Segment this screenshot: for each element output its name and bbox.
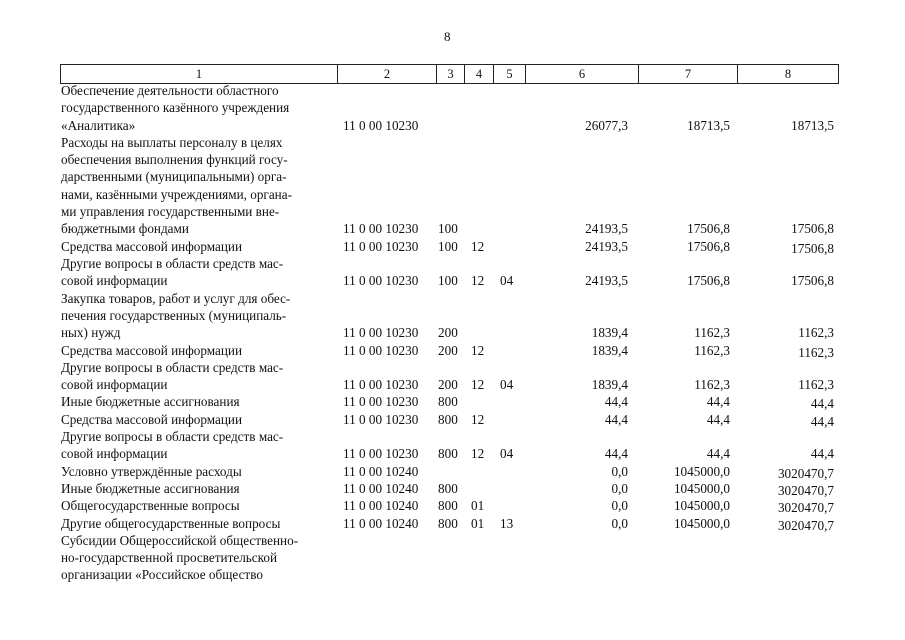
row-col-5: 04 [500,446,514,462]
row-col-3: 800 [438,394,458,410]
row-col-3: 200 [438,377,458,393]
row-description [61,463,331,480]
row-value-col-6: 44,4 [604,394,628,410]
row-description [61,342,331,359]
row-col-5: 13 [500,515,514,531]
row-value-col-7: 1045000,0 [673,498,730,514]
row-description [61,238,331,255]
header-col-2: 2 [338,65,437,83]
row-description [61,497,331,514]
row-col-4: 12 [471,446,485,462]
row-description-line: Другие общегосударственные вопросы [61,515,281,531]
row-description-line: Закупка товаров, работ и услуг для обес- [61,290,291,306]
row-description-line: Расходы на выплаты персоналу в целях [61,134,283,150]
page-number: 8 [444,29,451,44]
row-value-col-8: 3020470,7 [777,517,834,533]
row-value-col-8: 44,4 [810,396,834,412]
row-code: 11 0 00 10240 [343,480,419,496]
row-description-line: Другие вопросы в области средств мас- [61,359,284,375]
row-value-col-7: 1045000,0 [673,480,730,496]
row-value-col-8: 3020470,7 [777,482,834,498]
row-description-line: Средства массовой информации [61,342,243,358]
row-value-col-8: 44,4 [810,413,834,429]
header-col-3: 3 [437,65,465,83]
row-col-3: 200 [438,342,458,358]
row-value-col-6: 0,0 [611,480,628,496]
row-col-4: 12 [471,273,485,289]
row-code: 11 0 00 10230 [343,394,419,410]
row-description [61,480,331,497]
row-value-col-8: 3020470,7 [777,500,834,516]
row-col-3: 100 [438,221,458,237]
row-value-col-8: 17506,8 [791,240,834,256]
row-description-line: «Аналитика» [61,117,136,133]
row-description [61,255,331,290]
header-col-6: 6 [526,65,639,83]
row-col-4: 12 [471,238,485,254]
row-description-line: обеспечения выполнения функций госу- [61,152,288,168]
row-description-line: Средства массовой информации [61,238,243,254]
row-description-line: Другие вопросы в области средств мас- [61,429,284,444]
row-col-4: 12 [471,342,485,358]
row-value-col-8: 1162,3 [798,344,834,360]
header-col-8: 8 [738,65,839,83]
row-col-4: 01 [471,498,485,514]
row-description-line: совой информации [61,446,168,462]
row-col-3: 100 [438,273,458,289]
row-value-col-8: 1162,3 [798,325,834,341]
row-description-line: совой информации [61,377,168,393]
row-value-col-6: 0,0 [611,463,628,479]
row-value-col-6: 26077,3 [585,117,628,133]
row-value-col-6: 24193,5 [585,273,628,289]
row-description-line: дарственными (муниципальными) орга- [61,169,287,185]
row-value-col-7: 44,4 [706,394,730,410]
header-col-4: 4 [465,65,494,83]
row-value-col-7: 17506,8 [687,238,730,254]
row-description [61,411,331,428]
row-value-col-7: 1162,3 [694,377,730,393]
row-value-col-7: 1162,3 [694,342,730,358]
row-value-col-7: 44,4 [706,411,730,427]
row-description-line: ми управления государственными вне- [61,204,280,220]
row-description [61,393,331,410]
row-col-4: 12 [471,377,485,393]
row-description-line: совой информации [61,273,168,289]
row-description-line: Условно утверждённые расходы [61,463,242,479]
row-code: 11 0 00 10230 [343,411,419,427]
row-description-line: государственного казённого учреждения [61,100,290,116]
row-description-line: бюджетными фондами [61,221,189,237]
row-description-line: организации «Российское общество [61,567,263,583]
row-description-line: Общегосударственные вопросы [61,498,240,514]
row-value-col-6: 0,0 [611,498,628,514]
row-value-col-6: 44,4 [604,446,628,462]
row-description-line: печения государственных (муниципаль- [61,307,287,323]
row-value-col-7: 1045000,0 [673,515,730,531]
row-value-col-8: 1162,3 [798,377,834,393]
row-code: 11 0 00 10230 [343,221,419,237]
row-description [61,532,331,584]
row-description [61,82,331,134]
row-description-line: Средства массовой информации [61,411,243,427]
row-value-col-8: 17506,8 [791,273,834,289]
row-code: 11 0 00 10230 [343,238,419,254]
row-col-3: 800 [438,515,458,531]
row-description-line: Другие вопросы в области средств мас- [61,256,284,271]
row-code: 11 0 00 10240 [343,498,419,514]
row-col-3: 800 [438,480,458,496]
row-description [61,428,331,463]
row-code: 11 0 00 10230 [343,325,419,341]
row-description-line: Иные бюджетные ассигнования [61,394,240,410]
row-description [61,515,331,532]
row-value-col-6: 1839,4 [591,325,628,341]
row-col-4: 01 [471,515,485,531]
row-col-3: 200 [438,325,458,341]
row-value-col-6: 24193,5 [585,238,628,254]
row-description-line: но-государственной просветительской [61,550,278,566]
row-col-3: 800 [438,411,458,427]
row-value-col-8: 17506,8 [791,221,834,237]
row-code: 11 0 00 10230 [343,273,419,289]
row-code: 11 0 00 10230 [343,342,419,358]
row-value-col-8: 3020470,7 [777,465,834,481]
row-col-4: 12 [471,411,485,427]
row-value-col-7: 1162,3 [694,325,730,341]
row-value-col-8: 18713,5 [791,117,834,133]
header-col-7: 7 [639,65,738,83]
row-code: 11 0 00 10230 [343,446,419,462]
row-description [61,359,331,394]
row-value-col-7: 17506,8 [687,273,730,289]
row-description [61,290,331,342]
row-value-col-6: 1839,4 [591,342,628,358]
row-code: 11 0 00 10230 [343,117,419,133]
row-description-line: Обеспечение деятельности областного [61,83,279,98]
row-description [61,134,331,238]
header-col-5: 5 [494,65,526,83]
header-col-1: 1 [61,65,338,83]
table-header [60,64,839,84]
row-col-3: 800 [438,498,458,514]
row-value-col-8: 44,4 [810,446,834,462]
row-code: 11 0 00 10230 [343,377,419,393]
row-description-line: ных) нужд [61,325,121,341]
row-code: 11 0 00 10240 [343,515,419,531]
row-value-col-7: 44,4 [706,446,730,462]
row-col-3: 100 [438,238,458,254]
row-value-col-7: 17506,8 [687,221,730,237]
row-description-line: нами, казёнными учреждениями, органа- [61,186,292,202]
row-col-3: 800 [438,446,458,462]
row-value-col-6: 24193,5 [585,221,628,237]
row-description-line: Субсидии Общероссийской общественно- [61,532,299,548]
row-description-line: Иные бюджетные ассигнования [61,480,240,496]
row-col-5: 04 [500,273,514,289]
row-col-5: 04 [500,377,514,393]
row-value-col-7: 18713,5 [687,117,730,133]
row-value-col-7: 1045000,0 [673,463,730,479]
row-value-col-6: 1839,4 [591,377,628,393]
row-code: 11 0 00 10240 [343,463,419,479]
row-value-col-6: 0,0 [611,515,628,531]
row-value-col-6: 44,4 [604,411,628,427]
